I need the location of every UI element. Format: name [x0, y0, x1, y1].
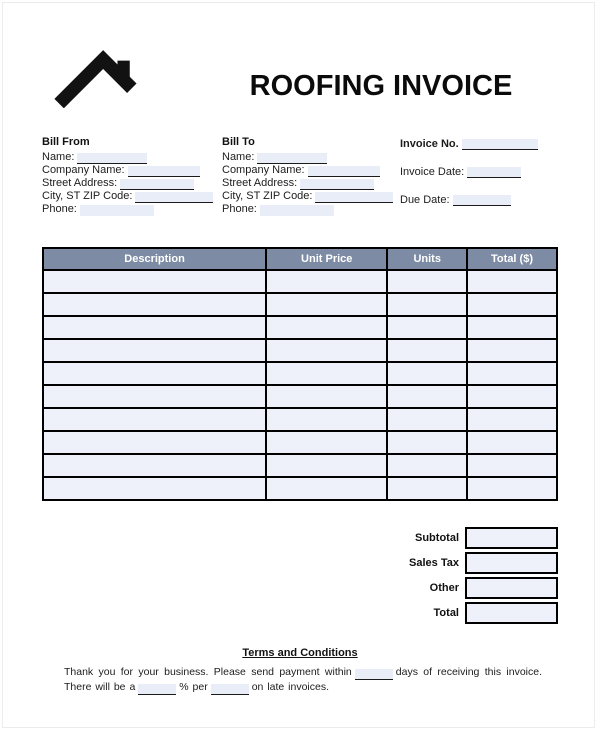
line-item-row — [43, 339, 557, 362]
subtotal-label: Subtotal — [415, 532, 459, 544]
terms-paragraph — [64, 665, 542, 695]
line-item-cell[interactable] — [266, 477, 387, 500]
line-item-cell[interactable] — [467, 362, 557, 385]
line-item-cell[interactable] — [387, 477, 467, 500]
invoice-number-label: Invoice No. — [400, 138, 459, 150]
invoice-date-field[interactable] — [467, 167, 521, 178]
line-item-cell[interactable] — [43, 316, 266, 339]
bill-from-name-field[interactable] — [77, 153, 147, 164]
bill-from-company-field[interactable] — [128, 166, 200, 177]
late-fee-percent-field[interactable] — [138, 684, 176, 695]
line-item-cell[interactable] — [467, 270, 557, 293]
line-item-cell[interactable] — [467, 293, 557, 316]
line-item-cell[interactable] — [43, 362, 266, 385]
line-item-cell[interactable] — [467, 339, 557, 362]
invoice-date-label: Invoice Date: — [400, 166, 465, 178]
line-item-cell[interactable] — [266, 293, 387, 316]
bill-from-street-label: Street Address: — [42, 177, 118, 189]
payment-days-field[interactable] — [355, 669, 393, 680]
bill-to-company-label: Company Name: — [222, 164, 305, 176]
line-item-cell[interactable] — [266, 431, 387, 454]
line-item-cell[interactable] — [387, 293, 467, 316]
bill-from-phone-field[interactable] — [80, 205, 154, 216]
bill-to-street-field[interactable] — [300, 179, 374, 190]
line-item-cell[interactable] — [266, 454, 387, 477]
total-label: Total — [433, 607, 459, 619]
line-items-table — [42, 247, 558, 501]
terms-text-2: days of receiving this invoice. There will be a — [64, 666, 542, 693]
late-fee-period-field[interactable] — [211, 684, 249, 695]
other-field[interactable] — [465, 577, 558, 599]
due-date-field[interactable] — [453, 195, 511, 206]
bill-to-heading: Bill To — [222, 136, 255, 148]
terms-text-4: on late invoices. — [251, 681, 330, 693]
line-item-cell[interactable] — [266, 316, 387, 339]
bill-from-company-label: Company Name: — [42, 164, 125, 176]
line-item-cell[interactable] — [467, 477, 557, 500]
bill-to-city-label: City, ST ZIP Code: — [222, 190, 313, 202]
line-item-cell[interactable] — [43, 408, 266, 431]
line-item-cell[interactable] — [43, 454, 266, 477]
invoice-number-field[interactable] — [462, 139, 538, 150]
line-item-cell[interactable] — [387, 385, 467, 408]
invoice-meta-section — [400, 138, 570, 208]
subtotal-row — [42, 527, 558, 549]
subtotal-field[interactable] — [465, 527, 558, 549]
sales-tax-field[interactable] — [465, 552, 558, 574]
column-header-total: Total ($) — [467, 248, 557, 270]
line-item-row — [43, 270, 557, 293]
line-item-cell[interactable] — [43, 431, 266, 454]
terms-text-3: % per — [179, 681, 208, 693]
bill-from-heading: Bill From — [42, 136, 90, 148]
line-item-cell[interactable] — [467, 454, 557, 477]
line-item-cell[interactable] — [387, 431, 467, 454]
line-item-cell[interactable] — [43, 339, 266, 362]
line-item-cell[interactable] — [43, 477, 266, 500]
column-header-unit-price: Unit Price — [266, 248, 387, 270]
table-header-row — [43, 248, 557, 270]
total-field[interactable] — [465, 602, 558, 624]
bill-from-street-field[interactable] — [120, 179, 194, 190]
line-item-cell[interactable] — [266, 270, 387, 293]
line-item-cell[interactable] — [266, 339, 387, 362]
line-item-cell[interactable] — [387, 362, 467, 385]
line-item-cell[interactable] — [387, 316, 467, 339]
column-header-units: Units — [387, 248, 467, 270]
sales-tax-label: Sales Tax — [409, 557, 459, 569]
line-item-row — [43, 454, 557, 477]
bill-to-phone-field[interactable] — [260, 205, 334, 216]
line-item-row — [43, 408, 557, 431]
column-header-description: Description — [43, 248, 266, 270]
line-item-cell[interactable] — [387, 339, 467, 362]
bill-from-city-field[interactable] — [135, 192, 213, 203]
line-item-cell[interactable] — [266, 362, 387, 385]
bill-to-name-field[interactable] — [257, 153, 327, 164]
bill-to-phone-label: Phone: — [222, 203, 257, 215]
line-item-cell[interactable] — [387, 454, 467, 477]
other-label: Other — [429, 582, 459, 594]
bill-to-section — [222, 136, 400, 216]
due-date-label: Due Date: — [400, 194, 450, 206]
totals-section — [42, 527, 558, 627]
terms-heading: Terms and Conditions — [242, 647, 358, 659]
line-item-cell[interactable] — [43, 293, 266, 316]
roof-chimney-icon — [54, 46, 140, 108]
line-item-cell[interactable] — [467, 408, 557, 431]
line-item-cell[interactable] — [43, 385, 266, 408]
bill-to-street-label: Street Address: — [222, 177, 298, 189]
sales-tax-row — [42, 552, 558, 574]
line-item-row — [43, 316, 557, 339]
line-item-cell[interactable] — [467, 431, 557, 454]
line-item-cell[interactable] — [467, 385, 557, 408]
other-row — [42, 577, 558, 599]
line-item-cell[interactable] — [387, 270, 467, 293]
terms-text-1: Thank you for your business. Please send payment within — [64, 666, 352, 678]
line-item-cell[interactable] — [266, 408, 387, 431]
total-row — [42, 602, 558, 624]
line-item-row — [43, 385, 557, 408]
bill-from-section — [42, 136, 220, 216]
line-item-cell[interactable] — [266, 385, 387, 408]
bill-from-city-label: City, ST ZIP Code: — [42, 190, 133, 202]
line-item-cell[interactable] — [43, 270, 266, 293]
bill-from-phone-label: Phone: — [42, 203, 77, 215]
line-item-row — [43, 293, 557, 316]
bill-to-company-field[interactable] — [308, 166, 380, 177]
bill-to-city-field[interactable] — [315, 192, 393, 203]
line-item-row — [43, 431, 557, 454]
line-item-row — [43, 362, 557, 385]
bill-from-name-label: Name: — [42, 151, 75, 163]
page-title: ROOFING INVOICE — [249, 70, 513, 102]
line-item-cell[interactable] — [467, 316, 557, 339]
bill-to-name-label: Name: — [222, 151, 255, 163]
line-item-cell[interactable] — [387, 408, 467, 431]
line-item-row — [43, 477, 557, 500]
